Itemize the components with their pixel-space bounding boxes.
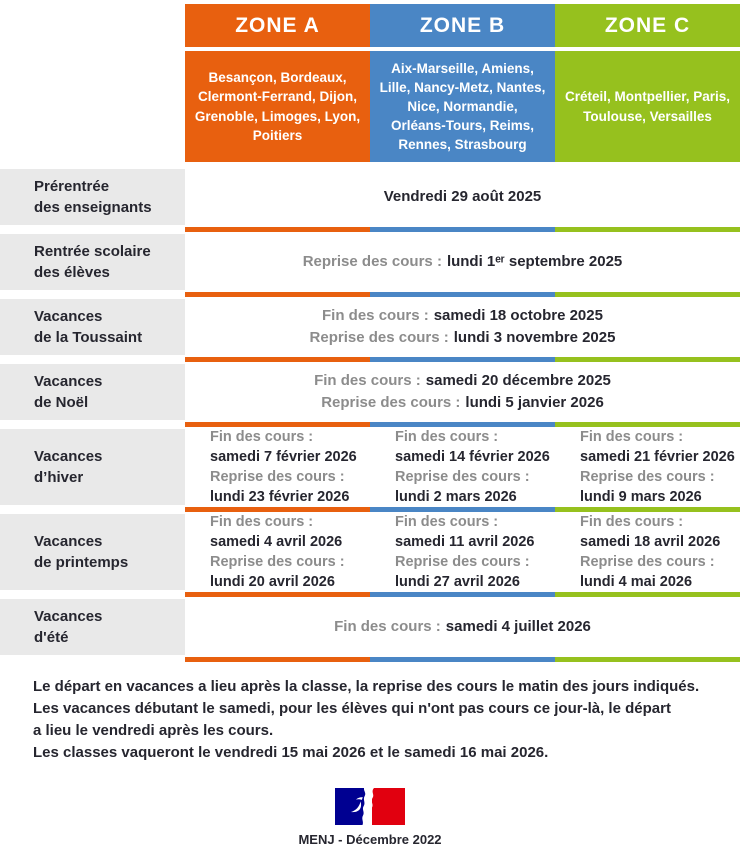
marianne-french-government-logo (334, 788, 406, 825)
row-label: Vacances d'été (0, 599, 185, 655)
divider (0, 592, 740, 597)
zone-c-cities: Créteil, Montpellier, Paris, Toulouse, Versailles (555, 51, 740, 162)
row-label: Rentrée scolaire des élèves (0, 234, 185, 290)
zone-b-cities: Aix-Marseille, Amiens, Lille, Nancy-Metz, Nantes, Nice, Normandie, Orléans-Tours, Reims, Rennes, Strasbourg (370, 51, 555, 162)
footer-notes (33, 676, 710, 764)
reprise-label: Reprise des cours : (321, 394, 461, 411)
fin-label: Fin des cours : (334, 617, 441, 635)
reprise-label: Reprise des cours : (302, 252, 442, 270)
fin-label: Fin des cours : (322, 306, 429, 324)
zone-a-dates: Fin des cours : samedi 7 février 2026 Reprise des cours : lundi 23 février 2026 (210, 429, 357, 505)
row-prerentree (0, 169, 740, 225)
row-label: Vacances de Noël (0, 364, 185, 420)
row-value (185, 599, 740, 655)
credit-text: MENJ - Décembre 2022 (298, 832, 442, 847)
header-spacer (0, 4, 185, 47)
row-value (185, 514, 740, 590)
zone-a-header: ZONE A (185, 4, 370, 47)
divider (0, 657, 740, 662)
zone-cities-row (0, 51, 740, 162)
school-calendar (0, 4, 740, 847)
row-printemps (0, 514, 740, 590)
fin-date: samedi 20 décembre 2025 (425, 371, 611, 389)
zone-a-cities: Besançon, Bordeaux, Clermont-Ferrand, Dijon, Grenoble, Limoges, Lyon, Poitiers (185, 51, 370, 162)
divider (0, 227, 740, 232)
reprise-label: Reprise des cours : (309, 329, 449, 346)
row-hiver (0, 429, 740, 505)
zone-b-header: ZONE B (370, 4, 555, 47)
zone-b-dates: Fin des cours : samedi 11 avril 2026 Reprise des cours : lundi 27 avril 2026 (395, 514, 535, 590)
row-value (185, 299, 740, 355)
zone-c-dates: Fin des cours : samedi 18 avril 2026 Reprise des cours : lundi 4 mai 2026 (580, 514, 721, 590)
row-value (185, 429, 740, 505)
logo-container (0, 788, 740, 825)
divider (0, 292, 740, 297)
zone-a-dates: Fin des cours : samedi 4 avril 2026 Reprise des cours : lundi 20 avril 2026 (210, 514, 345, 590)
row-label: Vacances de printemps (0, 514, 185, 590)
divider (0, 357, 740, 362)
zone-b-dates: Fin des cours : samedi 14 février 2026 Reprise des cours : lundi 2 mars 2026 (395, 429, 550, 505)
row-value (185, 364, 740, 420)
cities-spacer (0, 51, 185, 162)
row-noel (0, 364, 740, 420)
row-value (185, 169, 740, 225)
fin-date: samedi 4 juillet 2026 (445, 617, 591, 635)
fin-date: samedi 18 octobre 2025 (433, 306, 603, 324)
date-value: Vendredi 29 août 2025 (383, 187, 542, 205)
row-value (185, 234, 740, 290)
note-line: Le départ en vacances a lieu après la classe, la reprise des cours le matin des jours indiqués. (33, 678, 700, 695)
row-label: Prérentrée des enseignants (0, 169, 185, 225)
zone-header-row (0, 4, 740, 47)
row-toussaint (0, 299, 740, 355)
reprise-date: lundi 5 janvier 2026 (465, 394, 604, 411)
row-rentree (0, 234, 740, 290)
note-line: Les classes vaqueront le vendredi 15 mai 2026 et le samedi 16 mai 2026. (33, 744, 549, 762)
note-line: a lieu le vendredi après les cours. (33, 722, 274, 740)
row-label: Vacances d’hiver (0, 429, 185, 505)
row-label: Vacances de la Toussaint (0, 299, 185, 355)
reprise-date: lundi 3 novembre 2025 (453, 329, 616, 346)
zone-c-header: ZONE C (555, 4, 740, 47)
zone-c-dates: Fin des cours : samedi 21 février 2026 Reprise des cours : lundi 9 mars 2026 (580, 429, 735, 505)
row-ete (0, 599, 740, 655)
fin-label: Fin des cours : (314, 371, 421, 389)
reprise-date: lundi 1ᵉʳ septembre 2025 (446, 252, 623, 270)
note-line: Les vacances débutant le samedi, pour les élèves qui n'ont pas cours ce jour-là, le départ (33, 700, 671, 718)
